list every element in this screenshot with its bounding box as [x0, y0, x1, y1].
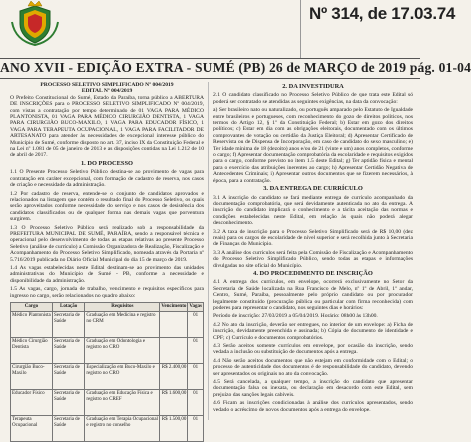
paragraph-4-4: 4.4 Não serão aceitos documentos que não estejam em conformidade com o Edital; o processo de autenticidade dos documentos é de responsabilidade do candidato, devendo ser apresentados os originais no ato da convocação. — [213, 357, 413, 377]
cell-lotacao: Secretaria de Saúde — [52, 390, 84, 416]
paragraph-2-items: a) Ser brasileiro nato ou naturalizado, ou português amparado pelo Estatuto de Igualdade entre brasileiros e portugueses, com reconhecimento do gozo de direitos políticos, nos termos do Artigo 12, § 1º da Constituição Federal; b) Estar em gozo dos direitos políticos; c) Estar em dia com as obrigações eleitorais, documentado com os últimos comprovantes de votação ou certidão da Justiça Eleitoral; d) Apresentar Certificado de Reservista ou de Dispensa de Incorporação, em caso de candidato do sexo masculino; e) Ter idade mínima de 18 (dezoito) anos e/ou de 21 (vinte e um) anos completos, conforme o cargo; f) Apresentar documentação comprobatória da escolaridade e requisitos exigidos para o cargo, conforme previsto no item 1.5 deste Edital; g) Ter aptidão física e mental para o exercício das atribuições inerentes ao cargo; h) Apresentar Certidão Negativa de Antecedentes Criminais; i) Apresentar outros documentos que se fizerem necessários, à época, para a contratação. — [213, 107, 413, 184]
vacancies-table — [10, 302, 204, 442]
left-column — [10, 82, 204, 428]
cell-requisitos: Especialização em Buco-Maxilo e registro no CRO — [85, 364, 160, 390]
cell-vagas: 01 — [188, 364, 204, 390]
paragraph-1-1: 1.1 O Presente Processo Seletivo Público destina-se ao provimento de vagas para contratação em caráter excepcional, com formação de cadastro de reserva, nos casos de criação e necessidade da administração. — [10, 169, 204, 189]
table-header-lotacao: Lotação — [52, 303, 84, 312]
cell-vagas: 01 — [188, 312, 204, 338]
cell-vencimento — [160, 312, 188, 338]
cell-vagas: 01 — [188, 416, 204, 442]
table-row — [11, 390, 204, 416]
cell-requisitos: Graduação em Medicina e registro no CRM — [85, 312, 160, 338]
edition-number: Nº 314, de 17.03.74 — [309, 4, 456, 23]
cell-cargo: Educador Físico — [11, 390, 53, 416]
table-header-vagas: Vagas — [188, 303, 204, 312]
section-heading-3: 3. DA ENTREGA DE CURRÍCULO — [263, 185, 363, 193]
paragraph-1-4: 1.4 As vagas estabelecidas neste Edital destinam-se ao provimento das unidades administrativas do Município de Sumé - PB, conforme a necessidade e disponibilidade da administração. — [10, 264, 204, 284]
cell-lotacao: Secretaria de Saúde — [52, 364, 84, 390]
table-header-requisitos: Requisitos — [85, 303, 160, 312]
cell-lotacao: Secretaria de Saúde — [52, 338, 84, 364]
paragraph-4-3: 4.3 Serão aceitos somente currículos em envelope, por ocasião da inscrição, sendo vedada a inclusão ou substituição de documentos após a entrega. — [213, 343, 413, 356]
paragraph-1-5: 1.5 As vagas, cargo, jornada de trabalho, vencimento e requisitos específicos para ingresso no cargo, serão relacionados no quadro abaixo: — [10, 286, 204, 299]
right-column — [213, 82, 413, 420]
cell-vencimento: R$ 1.600,00 — [160, 390, 188, 416]
table-row — [11, 364, 204, 390]
cell-cargo: Cirurgião Buco-Maxilo — [11, 364, 53, 390]
cell-vencimento — [160, 338, 188, 364]
paragraph-4-2: 4.2 No ato da inscrição, deverão ser entregues, no interior de um envelope: a) Ficha de inscrição, devidamente preenchida e assinada; b) Cópia de documento de identidade e CPF; c) Currículo e documentos comprobatórios. — [213, 321, 413, 341]
section-heading-1: 1. DO PROCESSO — [80, 159, 134, 167]
table-row — [11, 416, 204, 442]
cell-vagas: 01 — [188, 338, 204, 364]
notice-intro: O Prefeito Constitucional do Sumé, Estado da Paraíba, torna público a ABERTURA DE INSCRIÇÕES para o PROCESSO SELETIVO SIMPLIFICADO Nº 004/2019, com vistas a contratação por tempo determinado de 01 VAGA PARA MÉDICO PLANTONISTA, 01 VAGA PARA MÉDICO CIRURGIÃO DENTISTA, 1 VAGA PARA CIRURGIÃO BUCO-MAXILO, 1 VAGA PARA EDUCADOR FÍSICO, 1 VAGA PARA TERAPEUTA OCUPACIONAL, 1 VAGA PARA FACILITADOR DE ARTESANATO para atender às necessidades de excepcional interesse público do Município de Sumé, conforme disposto no art. 37, inciso IX da Constituição Federal e na Lei nº 1.081 de 05 de janeiro de 2013 e as disposições contidas na Lei 1.212 de 10 de abril de 2017. — [10, 94, 204, 159]
municipal-coat-of-arms-icon — [4, 0, 66, 46]
edition-line: ANO XVII - EDIÇÃO EXTRA - SUMÉ (PB) 26 de MARÇO de 2019 pág. 01-04 — [0, 60, 471, 75]
edital-number: EDITAL Nº 004/2019 — [81, 88, 133, 95]
paragraph-3-1: 3.1 A inscrição do candidato se fará mediante entrega de currículo acompanhado da documentação comprobatória, que será devidamente autenticada no ato da entrega. A inscrição do candidato implicará o conhecimento e a tácita aceitação das normas e condições estabelecidas neste Edital, em relação às quais não poderá alegar desconhecimento. — [213, 194, 413, 227]
table-row — [11, 312, 204, 338]
cell-vagas: 01 — [188, 390, 204, 416]
cell-cargo: Médico Plantonista — [11, 312, 53, 338]
paragraph-4-6: 4.6 Ficam as inscrições condicionadas à análise dos currículos apresentados, sendo vedado o acréscimo de novos documentos após a entrega do envelope. — [213, 400, 413, 413]
section-heading-2: 2. DA INVESTIDURA — [282, 83, 344, 90]
notice-title: PROCESSO SELETIVO SIMPLIFICADO Nº 004/2019 — [40, 82, 174, 88]
cell-lotacao: Secretaria de Saúde — [52, 312, 84, 338]
paragraph-2-1: 2.1 O candidato classificado no Processo Seletivo Público de que trata este Edital só poderá ser contratado se atendidas as seguintes exigências, na data da convocação: — [213, 92, 413, 105]
paragraph-4-1: 4.1 A entrega dos currículos, em envelope, ocorrerá exclusivamente no Setor da Secretaria de Saúde localizada na Rua Francisco de Melo, nº 1º de Abril, 1º andar, Centro, Sumé, Paraíba, pessoalmente pelo próprio candidato ou por procurador legalmente constituído (procuração pública ou particular com firma reconhecida) com poderes para representar o candidato, nos seguintes dias e horários: — [213, 279, 413, 311]
cell-cargo: Médico Cirurgião Dentista — [11, 338, 53, 364]
cell-requisitos: Graduação em Terapia Ocupacional e registro no conselho — [85, 416, 160, 442]
section-heading-4: 4. DO PROCEDIMENTO DE INSCRIÇÃO — [253, 269, 373, 277]
cell-requisitos: Graduação em Educação Física e registro no CREF — [85, 390, 160, 416]
table-header-cargo: Cargo — [11, 303, 53, 312]
cell-cargo: Terapeuta Ocupacional — [11, 416, 53, 442]
paragraph-3-3: 3.3 A análise dos currículos será feita pela Comissão de Fiscalização e Acompanhamento do Processo Seletivo Simplificado Público, sendo todas as etapas e informações divulgadas no site oficial do Município. — [213, 249, 413, 269]
table-header-row — [11, 303, 204, 312]
cell-vencimento: R$ 2.400,00 — [160, 364, 188, 390]
table-row — [11, 338, 204, 364]
paragraph-4-5: 4.5 Será cancelada, a qualquer tempo, a inscrição do candidato que apresentar documentação falsa ou inexata, ou declaração em desacordo com este Edital, sem prejuízo das sanções legais cabíveis. — [213, 379, 413, 398]
column-divider — [208, 82, 209, 420]
paragraph-3-2: 3.2 A taxa de inscrição para o Processo Seletivo Simplificado será de R$ 10,00 (dez reais) para os cargos de escolaridade de nível superior e será recolhida junto à Secretaria de Finanças do Município. — [213, 228, 413, 248]
cell-lotacao: Secretaria de Saúde — [52, 416, 84, 442]
cell-requisitos: Graduação em Odontologia e registro no CRO — [85, 338, 160, 364]
paragraph-1-3: 1.3 O Processo Seletivo Público será realizado sob a responsabilidade da PREFEITURA MUNICIPAL DE SUMÉ, PARAÍBA, sendo a responsável técnica e operacional pelo desenvolvimento de todas as etapas relativas ao presente Processo Seletivo (análise de currículo) a Comissão Organizadora de Realização, Fiscalização e Acompanhamento do Processo Seletivo Simplificado, nomeada através da Portaria nº 5.716/2019 publicada no Diário Oficial Municipal do dia 15 de março de 2019. — [10, 224, 204, 263]
masthead-rule-top — [0, 58, 420, 59]
paragraph-4-1-schedule: Período de inscrição: 27/03/2019 a 05/04/2019. Horário: 08h00 às 13h00. — [213, 313, 378, 320]
paragraph-1-2: 1.2 Por cadastro de reserva, entende-se o conjunto de candidatos aprovados e relacionados na listagem que contém o resultado final do Processo Seletivo, os quais serão aproveitados conforme necessidade do serviço e nos casos de desistência dos candidatos classificados ou de qualquer forma nas demais vagas que porventura surgirem. — [10, 190, 204, 223]
edition-box — [300, 0, 456, 58]
table-header-vencimento: Vencimento — [160, 303, 188, 312]
cell-vencimento: R$ 1.500,00 — [160, 416, 188, 442]
masthead-rule-bottom — [0, 78, 420, 79]
masthead — [0, 0, 456, 58]
